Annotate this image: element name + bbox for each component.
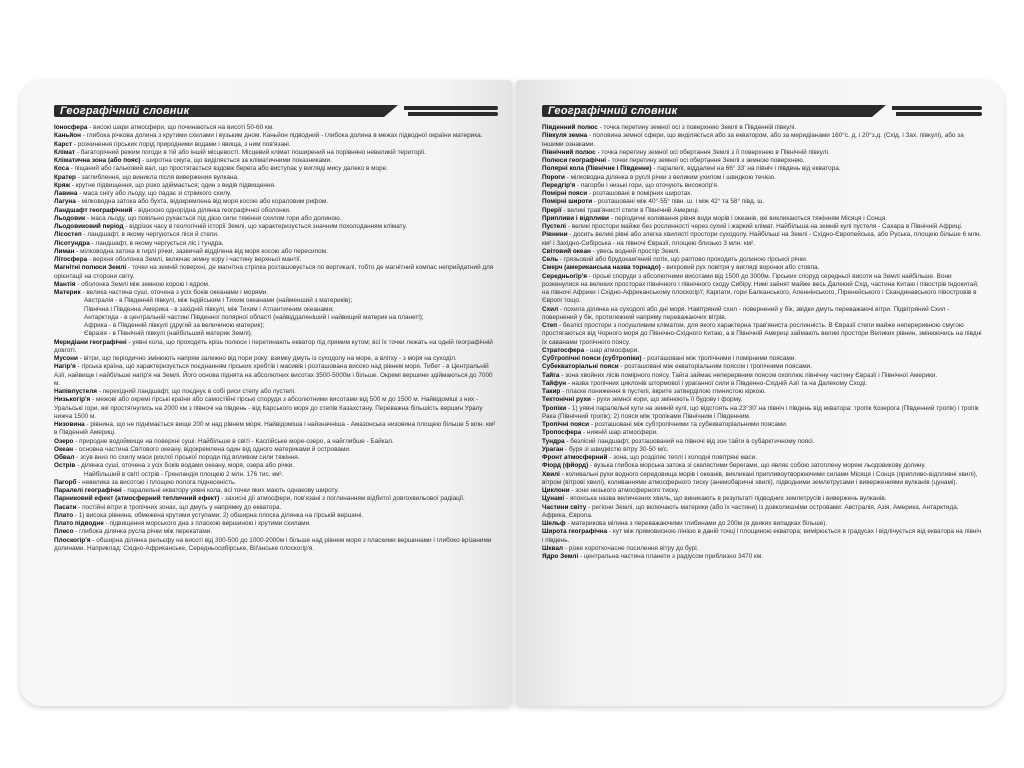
glossary-term: Кратер	[54, 173, 76, 181]
glossary-term: Шельф	[542, 520, 566, 527]
glossary-entry	[542, 149, 982, 157]
glossary-entry	[54, 240, 498, 248]
glossary-definition: - досить великі рівні або злегка хвилясті простори суходолу. Найбільші на Землі - Східно-Європейська, або Руська, площею більше 6 млн. км² і Західно-Сибірська - на півночі Євразії, площею близько 3 млн. км².	[542, 231, 982, 247]
glossary-definition: Австралія - в Південній півкулі, між Індійським і Тихим океанами (найменший з материків);	[84, 297, 353, 305]
glossary-entry	[542, 545, 982, 553]
glossary-term: Тропосфера	[542, 429, 582, 437]
glossary-entry	[54, 306, 498, 314]
glossary-definition: - 1) висока рівнина, обмежена крутими уступами; 2) обширна плоска ділянка на гірській вершині.	[73, 511, 364, 519]
glossary-term: Північний полюс	[542, 148, 596, 156]
glossary-term: Іоносфера	[54, 124, 88, 131]
glossary-definition: Євразія - в Північній півкулі (найбільший материк Землі).	[84, 330, 253, 338]
right-page-title: Географічний словник	[548, 105, 678, 117]
glossary-definition: - пласке пониження в пустелі, вкрите затверділою глинистою кіркою.	[560, 388, 766, 395]
glossary-entry	[54, 512, 498, 520]
glossary-term: Материк	[54, 289, 81, 296]
glossary-term: Лиман	[54, 247, 75, 255]
glossary-definition: - великі трав'янисті степи в Північній Америці.	[561, 206, 700, 214]
glossary-definition: - оболонка Землі між земною корою і ядром.	[75, 280, 210, 288]
glossary-term: Тектонічні рухи	[542, 396, 591, 404]
glossary-term: Кряж	[54, 181, 70, 189]
glossary-entry	[54, 157, 498, 165]
glossary-entry	[54, 297, 498, 305]
glossary-entry	[542, 273, 982, 306]
glossary-term: Передгір'я	[542, 181, 576, 189]
glossary-entry	[542, 264, 982, 272]
glossary-entry	[542, 182, 982, 190]
glossary-term: Карст	[54, 140, 73, 148]
glossary-entry	[542, 157, 982, 165]
glossary-entry	[54, 198, 498, 206]
glossary-entry	[542, 190, 982, 198]
glossary-term: Полюси географічні	[542, 157, 606, 164]
glossary-entry	[542, 223, 982, 231]
open-book	[8, 80, 1016, 706]
glossary-definition: Антарктида - в центральній частині Південної полярної області (найвіддаленіший і найвищий материк на планеті);	[84, 313, 424, 321]
glossary-term: Півкуля земна	[542, 132, 588, 140]
left-page-header	[54, 102, 498, 120]
glossary-entry	[542, 380, 982, 388]
glossary-entry	[54, 537, 498, 554]
glossary-term: Нагір'я	[54, 363, 76, 371]
glossary-definition: - постійні вітри в тропічних зонах, що дмуть у напрямку до екватора.	[76, 503, 282, 511]
glossary-definition: - багаторічний режим погоди в тій або іншій місцевості. Місцевий клімат поширений на порівняно невеликій території.	[75, 148, 427, 156]
glossary-entry	[542, 215, 982, 223]
glossary-definition: - безлісий ландшафт, розташований на півночі від зон тайги в субарктичному поясі.	[564, 437, 815, 445]
glossary-definition: - точка перетину земної осі з поверхнею Землі в Південній півкулі.	[597, 124, 797, 131]
header-stripes	[384, 105, 498, 117]
glossary-term: Шквал	[542, 544, 564, 552]
glossary-term: Тропічні пояси	[542, 421, 590, 428]
glossary-definition: Північна і Південна Америка - в західній півкулі, між Тихим і Атлантичним океанами;	[84, 305, 334, 313]
glossary-term: Магнітні полюси Землі	[54, 264, 127, 272]
glossary-entry	[542, 198, 982, 206]
glossary-entry	[54, 462, 498, 470]
glossary-definition: - заглиблення, що виникла після вивержения вулкана.	[75, 173, 239, 181]
glossary-term: Пороги	[542, 173, 565, 181]
glossary-definition: - розчинення гірських порід природними водами і явища, з ним пов'язані.	[72, 140, 291, 148]
glossary-term: Тайфун	[542, 379, 567, 387]
glossary-term: Кліматична зона (або пояс)	[54, 157, 141, 164]
glossary-definition: - різке короткочасне посилення вітру до бурі.	[563, 544, 699, 552]
glossary-definition: - розташовані між 40°-55° півн. ш. і між 42° та 58° півд. ш.	[592, 198, 765, 206]
glossary-term: Тайга	[542, 371, 560, 379]
glossary-term: Пагорб	[54, 478, 77, 486]
glossary-definition: - гірська країна, що характеризується поєднанням гірських хребтів і масивів і розташована високо над рівнем моря. Тибет - в Центральній Азії, найвище і найбільше нагір'я на Землі. Його основа піднята на абсолютних висотах 3500-5000м і більше. Окремі вершини здіймаються до 7000 м.	[54, 363, 493, 387]
glossary-definition: - вузька глибока морська затока зі скелястими берегами, що являє собою затоплену морем льодовикову долину.	[588, 462, 926, 470]
glossary-definition: - рухи земної кори, що змінюють її будову і форму.	[590, 396, 743, 404]
glossary-term: Напівпустеля	[54, 388, 98, 395]
header-stripes	[872, 105, 982, 117]
glossary-definition: - зсув вниз по схилу маси рихлої гірської породи під впливом сили тяжіння.	[74, 454, 300, 461]
glossary-entry	[54, 289, 498, 297]
glossary-definition: - маса льоду, що повільно рухається під дією сили тяжіння схилом гори або долиною.	[85, 214, 342, 222]
glossary-entry	[542, 438, 982, 446]
glossary-entry	[542, 520, 982, 528]
right-page-header	[542, 102, 982, 120]
glossary-definition: - шар атмосфери.	[584, 346, 640, 354]
glossary-entry	[54, 528, 498, 536]
glossary-term: Тропіки	[542, 404, 567, 412]
right-page	[516, 80, 1004, 706]
glossary-entry	[542, 256, 982, 264]
glossary-entry	[542, 347, 982, 355]
glossary-definition: - розташовані в помірних широтах.	[587, 190, 693, 197]
glossary-entry	[54, 388, 498, 396]
glossary-term: Океан	[54, 445, 74, 453]
glossary-definition: - увесь водний простір Землі.	[590, 247, 681, 255]
glossary-entry	[542, 495, 982, 503]
glossary-definition: - японська назва величезних хвиль, що виникають в результаті підводних землетрусів і вивержень вулканів.	[564, 495, 887, 503]
glossary-entry	[54, 124, 498, 132]
glossary-definition: - підвищення морського дна з пласкою вершиною і крутими схилами.	[103, 520, 311, 527]
glossary-entry	[54, 479, 498, 487]
glossary-definition: - кут між прямовисною лінією в даній точці і площиною екватора; вимірюється в градусах і відлічується від екватора на північ і південь.	[542, 528, 982, 544]
glossary-entry	[54, 149, 498, 157]
glossary-entry	[542, 355, 982, 363]
glossary-definition: - періодичні коливання рівня води морів і океанів, які викликаються тяжінням Місяця і Сонця.	[608, 214, 888, 222]
glossary-entry	[542, 132, 982, 149]
glossary-entry	[54, 231, 498, 239]
glossary-definition: - високі шари атмосфери, що починаються на висоті 50-60 км.	[87, 124, 274, 131]
glossary-entry	[54, 355, 498, 363]
glossary-term: Стратосфера	[542, 346, 585, 354]
glossary-term: Прерії	[542, 206, 562, 214]
glossary-entry	[54, 190, 498, 198]
glossary-entry	[542, 124, 982, 132]
glossary-definition: - перехідний ландшафт, що поєднує в собі риси степу або пустелі.	[97, 388, 296, 395]
glossary-definition: - мілководна затока в гирлі річки, зазвичай відділена від моря косою або пересипом.	[74, 247, 328, 255]
glossary-definition: - основна частина Світового океану, відокремлена один від одного материками й островами.	[73, 445, 351, 453]
glossary-term: Цунамі	[542, 495, 565, 503]
glossary-term: Клімат	[54, 148, 76, 156]
glossary-entry	[54, 281, 498, 289]
glossary-term: Полярні кола (Північне і Південне)	[542, 165, 652, 173]
glossary-term: Обвал	[54, 454, 75, 461]
left-glossary-entries	[54, 124, 498, 553]
glossary-definition: - розташовані між тропічними і помірними поясами.	[641, 355, 797, 362]
glossary-entry	[54, 438, 498, 446]
glossary-entry	[542, 322, 982, 347]
glossary-definition: - відносно однорідна ділянка географічної оболонки.	[132, 206, 291, 214]
glossary-entry	[54, 256, 498, 264]
glossary-entry	[54, 396, 498, 421]
glossary-definition: - зона хвойних лісів помірного поясу. Тайга займає неперервним поясом охоплює північну частину Євразії і Північної Америки.	[559, 371, 938, 379]
glossary-term: Лавина	[54, 190, 78, 197]
glossary-term: Середньогір'я	[542, 272, 587, 280]
glossary-entry	[54, 248, 498, 256]
glossary-entry	[54, 132, 498, 140]
glossary-entry	[542, 396, 982, 404]
glossary-entry	[542, 429, 982, 437]
glossary-definition: - вітри, що періодично змінюють напрям залежно від пори року: взимку дмуть із суходолу на море, а влітку - з моря на суходіл.	[77, 355, 457, 362]
glossary-term: Субтропічні пояси (субтропіки)	[542, 355, 642, 362]
left-page	[20, 80, 512, 706]
glossary-definition: - регіони Землі, що включають материки (або їх частини) із довколишніми островами: Австралія, Азія, Америка, Антарктида, Африка, Європа.	[542, 503, 959, 519]
glossary-term: Мусони	[54, 355, 78, 362]
glossary-term: Лісотундра	[54, 239, 90, 247]
glossary-definition: - піщаний або гальковий вал, що простягається вздовж берега або виступає у вигляді мису далеко в море.	[68, 165, 388, 173]
glossary-term: Мантія	[54, 280, 76, 288]
glossary-entry	[54, 165, 498, 173]
glossary-definition: - мілководна ділянка в руслі річки з великим ухилом і швидкою течією.	[564, 173, 776, 181]
glossary-definition: - обширна ділянка рельєфу на висоті від 300-500 до 1000-2000м і більше над рівнем моря з пласкими вершинами і глибоко врізаними долинами. Наприклад: Східно-Африканське, Середньосибірське, Віґанське плоскогір'я.	[54, 536, 492, 552]
glossary-term: Ядро Землі	[542, 553, 579, 560]
glossary-definition: - зона, що розділяє теплі і холодні повітряні маси.	[607, 454, 757, 461]
glossary-entry	[542, 487, 982, 495]
glossary-term: Припливи і відпливи	[542, 214, 609, 222]
glossary-entry	[542, 446, 982, 454]
glossary-term: Плоскогір'я	[54, 536, 91, 544]
glossary-definition: - природне водоймище на поверхні суші. Найбільше в світі - Каспійське море-озеро, а найглибше - Байкал.	[73, 437, 394, 445]
glossary-entry	[542, 363, 982, 371]
glossary-entry	[54, 207, 498, 215]
glossary-term: Частини світу	[542, 503, 587, 511]
glossary-term: Пасати	[54, 503, 77, 511]
right-glossary-entries	[542, 124, 982, 561]
glossary-definition: Африка - в Південній півкулі (другий за величиною материк);	[84, 322, 265, 329]
glossary-definition: Найбільший в світі острів - Гренландія площею 2 млн. 176 тис. км².	[84, 470, 284, 478]
glossary-definition: - коливальні рухи водного середовища морів і океанів, викликані припливоутворюючими силами Місяця і Сонця (припливо-відпливні хвилі), вітром (вітрові хвилі), коливаннями атмосферного тиску (анемобаричні хвилі), підводними землетрусами і вивержениями вулканів (цунамі).	[542, 470, 978, 486]
glossary-term: Парниковий ефект (атмосферний тепличний ефект)	[54, 495, 220, 503]
glossary-term: Тундра	[542, 437, 565, 445]
glossary-entry	[54, 330, 498, 338]
glossary-entry	[542, 231, 982, 248]
glossary-term: Світовий океан	[542, 247, 591, 255]
glossary-entry	[54, 182, 498, 190]
glossary-term: Паралелі географічні	[54, 487, 122, 494]
glossary-entry	[542, 165, 982, 173]
glossary-definition: - пагорби і низькі гори, що оточують високогір'я.	[575, 181, 719, 189]
glossary-entry	[542, 471, 982, 488]
glossary-entry	[542, 553, 982, 561]
glossary-entry	[542, 306, 982, 323]
glossary-definition: - розташовані між екваторіальним поясом і тропічними поясами.	[618, 363, 813, 371]
glossary-entry	[54, 363, 498, 388]
glossary-definition: - межові або окремі гірські країни або самостійні гірські споруди з абсолютними висотами від 500 м до 1500 м. Найвідоміші з них - Уральські гори, які простягнулись на 2000 км з півночі на південь - від Карського моря до степів Казахстану. Переважна більшість вершин Уралу нижча 1500 м.	[54, 396, 483, 420]
glossary-entry	[54, 421, 498, 438]
glossary-entry	[54, 314, 498, 322]
glossary-definition: - назва тропічних циклонів штормової і ураганної сили в Південно-Східній Азії та на Далекому Сході.	[566, 379, 868, 387]
glossary-entry	[542, 528, 982, 545]
glossary-entry	[542, 454, 982, 462]
glossary-definition: - маса снігу або льоду, що падає зі стрімкого схилу.	[77, 190, 232, 197]
glossary-entry	[542, 462, 982, 470]
glossary-definition: - ландшафт, в якому чергуються ліси й степи.	[81, 231, 219, 239]
glossary-entry	[54, 504, 498, 512]
glossary-entry	[542, 388, 982, 396]
glossary-definition: - 1) уявні паралельні кути на земній кулі, що відстоять на 23°30' на північ і південь від екватора: тропік Козерога (Південний тропік) і тропік Рака (Північний тропік); 2) пояси між тропіками Північним і Південним.	[542, 404, 979, 420]
glossary-definition: - відрізок часу в геологічній історії Землі, що характеризується значним похолоданням клімату.	[123, 223, 407, 230]
glossary-definition: - точки перетину земної осі обертання Землі з земною поверхнею.	[605, 157, 805, 164]
glossary-term: Схил	[542, 305, 559, 313]
glossary-definition: - половина земної сфери, що виділяється або за екватором, або за меридіанами 160°с. д. і 20°з.д. (Схід. і Зах. півкулі), або за іншими ознаками.	[542, 132, 964, 148]
glossary-entry	[54, 495, 498, 503]
glossary-term: Каньйон	[54, 132, 82, 140]
glossary-definition: - крутне підвищення, що різко здіймається; один з видів підвищення.	[69, 181, 276, 189]
glossary-term: Фронт атмосферний	[542, 454, 608, 461]
glossary-definition: - ландшафт, в якому чергується ліс і тундра.	[89, 239, 224, 247]
glossary-term: Пустелі	[542, 223, 567, 230]
glossary-term: Острів	[54, 462, 76, 470]
glossary-definition: - паралелі, віддалені на 66° 33' на північ і південь від екватора.	[651, 165, 841, 173]
glossary-definition: - широтна смуга, що виділяється за кліматичними показниками.	[140, 157, 332, 164]
glossary-entry	[54, 264, 498, 281]
glossary-term: Лісостеп	[54, 231, 82, 239]
glossary-entry	[54, 446, 498, 454]
glossary-entry	[542, 174, 982, 182]
glossary-term: Льодовик	[54, 214, 86, 222]
glossary-entry	[542, 421, 982, 429]
glossary-term: Рівнини	[542, 231, 568, 239]
glossary-term: Циклони	[542, 487, 570, 494]
glossary-term: Плато підводне	[54, 520, 104, 527]
glossary-definition: - ділянка суші, оточена з усіх боків водами океану, моря, озера або річки.	[75, 462, 295, 470]
glossary-definition: - мілководна затока або бухта, відокремлена від моря косою або кораловим рифом.	[75, 198, 329, 206]
left-page-title: Географічний словник	[60, 105, 190, 117]
glossary-term: Південний полюс	[542, 124, 598, 131]
glossary-definition: - грязьовий або брудокам'яний потік, що раптово проходить долиною гірської річки.	[558, 256, 808, 263]
glossary-term: Меридіани географічні	[54, 338, 127, 346]
glossary-entry	[54, 520, 498, 528]
glossary-definition: - буря зі швидкістю вітру 30-50 м/с.	[563, 445, 669, 453]
glossary-entry	[542, 372, 982, 380]
glossary-definition: - глибока ділянка русла річки між перекатами.	[73, 528, 213, 536]
glossary-entry	[54, 322, 498, 330]
glossary-definition: - велика частина суші, оточена з усіх боків океанами і морями.	[80, 289, 269, 296]
glossary-definition: - невелика за висотою і площею полога піднесеність.	[76, 478, 237, 486]
glossary-entry	[54, 223, 498, 231]
glossary-term: Ландшафт географічний	[54, 206, 133, 214]
glossary-term: Широта географічна	[542, 528, 608, 536]
glossary-definition: - нижній шар атмосфери.	[581, 429, 658, 437]
glossary-term: Льодовиковий період	[54, 223, 124, 230]
glossary-term: Літосфера	[54, 256, 88, 263]
glossary-definition: - точка перетину земної осі обертання Землі з її поверхнею в Північній півкулі.	[595, 148, 830, 156]
glossary-definition: - зони низького атмосферного тиску.	[569, 487, 680, 494]
glossary-term: Ураган	[542, 445, 564, 453]
glossary-entry	[542, 504, 982, 521]
glossary-definition: - рівнина, що не піднімається вище 200 м над рівнем моря. Найвідоміша і найзначніша - Амазонська низовина площею більше 5 млн. км² в Південній Америці.	[54, 421, 496, 437]
glossary-term: Сель	[542, 256, 559, 263]
glossary-definition: - захисні дії атмосфери, пов'язані з поглинанням відбитої довгохвильової радіації.	[219, 495, 465, 503]
glossary-definition: - уявні кола, що проходять крізь полюси і перетинають екватор під прямим кутом; всі їх точки лежать на одній географічній довготі.	[54, 338, 493, 354]
glossary-entry	[54, 339, 498, 356]
glossary-term: Низовина	[54, 421, 85, 428]
glossary-term: Субекваторіальні пояси	[542, 363, 619, 371]
glossary-entry	[54, 487, 498, 495]
glossary-entry	[54, 471, 498, 479]
glossary-definition: - точки на земній поверхні, де магнітна стрілка розташовується по вертикалі, тобто де магнітний компас неприйдатний для орієнтації на сторони світу.	[54, 264, 494, 280]
glossary-definition: - похила ділянка на суходолі або дні моря. Навітряний схил - повернений у бік, звідки дмуть переважаючі вітри. Підвітряний Схил - повернений у бік, протилежний напряму переважаючих вітрів.	[542, 305, 950, 321]
glossary-entry	[54, 141, 498, 149]
glossary-definition: - вихровий рух повітря у вигляді воронки або стовпа.	[660, 264, 820, 272]
glossary-term: Плато	[54, 511, 74, 519]
glossary-entry	[54, 215, 498, 223]
glossary-definition: - розташовані між субтропічними та субекваторіальними поясами.	[589, 421, 788, 428]
glossary-definition: - гірські споруди з абсолютними висотами від 1500 до 3000м. Гірських споруд середньої висоти на Землі найбільше. Вони розкинулися на великих просторах північного і північного сходу Сибіру. Нимі зайнят майже весь Далекий Схід, частина Китаю і півострів Індокитай; на півночі Африки і Східно-Африканському плоскогір'ї; Карпати, гори Балканського, Апеннінського, Піренейського і Скандинавського півостровів в Європі тощо.	[542, 272, 979, 305]
glossary-definition: - великі простори майже без рослинності через сухий і жаркий клімат. Найбільша на земній кулі пустеля - Сахара в Північній Африці.	[566, 223, 963, 230]
glossary-definition: - паралельні екватору уявні кола, всі точки яких мають однакову широту.	[121, 487, 339, 494]
glossary-definition: - глибока річкова долина з крутими схилами і вузьким дном. Каньйон підводний - глибока долина в межах підводної окраїни материка.	[81, 132, 483, 140]
glossary-term: Озеро	[54, 437, 74, 445]
glossary-definition: - материкова мілина з переважаючими глибинами до 200м (в деяких випадках більше).	[565, 520, 828, 527]
glossary-definition: - безлісі простори з посушливим кліматом, для якого характерна трав'яниста рослинність. В Євразії степи майже непереривною смугою простягаються від Чорного моря до Північно-Східного Китаю, а в Північній Америці займають великі простори Великих рівнин, змінюючись на півдні їх саванами тропічного поясу.	[542, 322, 982, 346]
glossary-entry	[542, 207, 982, 215]
glossary-definition: - центральна частина планети з радіусом приблизно 3470 км.	[578, 553, 763, 560]
glossary-definition: - верхня оболонка Землі, включає земну кору і частину верхньої мантії.	[87, 256, 302, 263]
glossary-entry	[542, 248, 982, 256]
glossary-term: Такир	[542, 388, 561, 395]
glossary-entry	[54, 174, 498, 182]
glossary-term: Плесо	[54, 528, 74, 536]
glossary-entry	[54, 454, 498, 462]
glossary-term: Хвилі	[542, 470, 560, 478]
glossary-term: Фіорд (фйорд)	[542, 462, 589, 470]
glossary-term: Степ	[542, 322, 558, 329]
glossary-term: Смерч (американська назва торнадо)	[542, 264, 661, 272]
glossary-term: Лагуна	[54, 198, 76, 206]
glossary-entry	[542, 405, 982, 422]
glossary-term: Помірні широти	[542, 198, 593, 206]
glossary-term: Низькогір'я	[54, 396, 91, 404]
glossary-term: Коса	[54, 165, 69, 173]
glossary-term: Помірні пояси	[542, 190, 588, 197]
